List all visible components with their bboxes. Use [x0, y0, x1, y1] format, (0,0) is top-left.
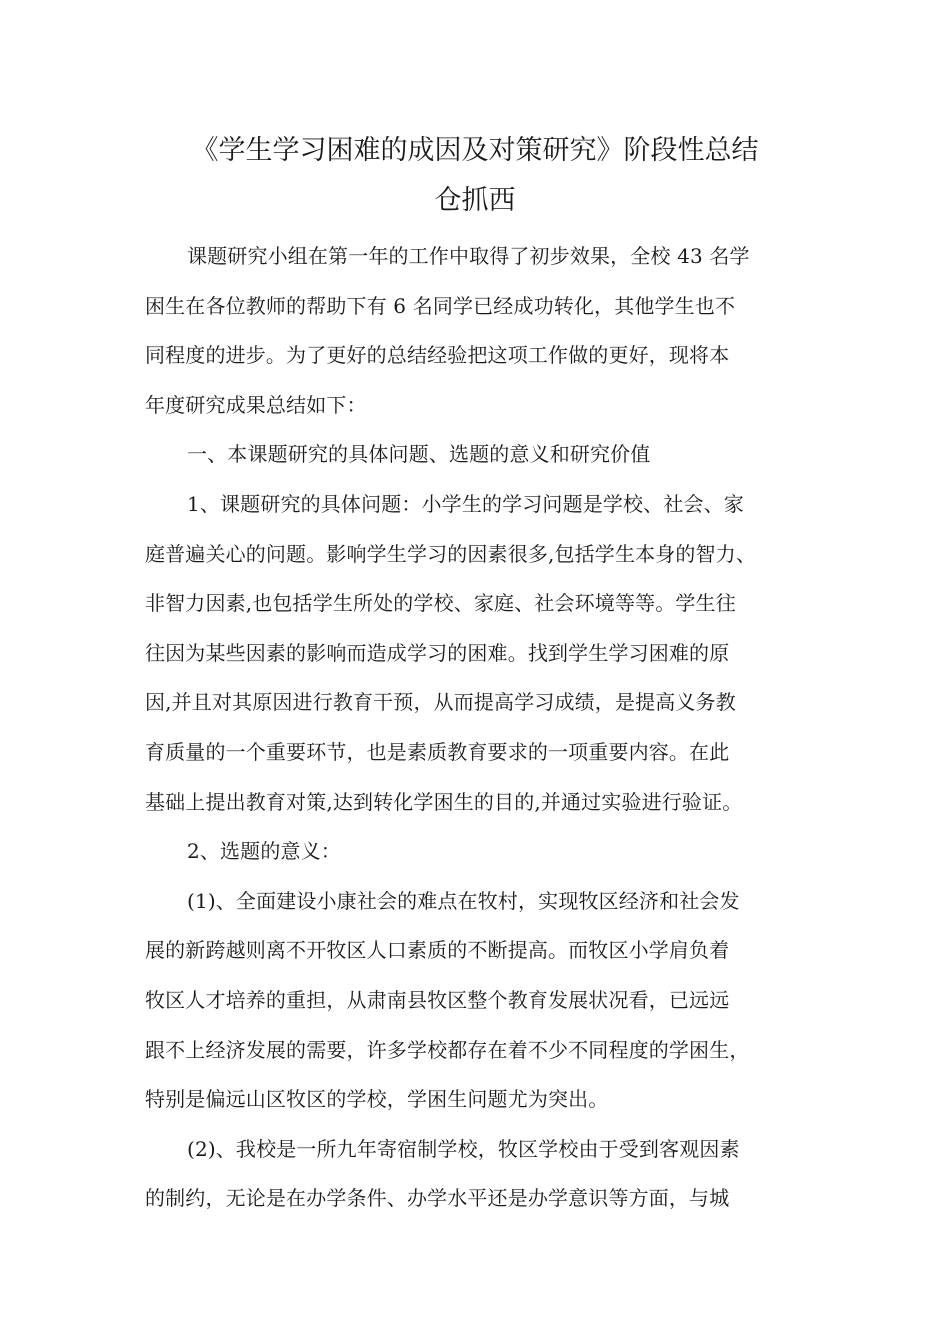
text-line: (1)、全面建设小康社会的难点在牧村，实现牧区经济和社会发 — [187, 888, 740, 913]
document-author: 仓抓西 — [434, 185, 516, 216]
paragraph-intro — [145, 232, 815, 430]
text-line: 同程度的进步。为了更好的总结经验把这项工作做的更好，现将本 — [145, 343, 730, 368]
text-line: 跟不上经济发展的需要，许多学校都存在着不少不同程度的学困生， — [145, 1037, 750, 1062]
text-line: 1、课题研究的具体问题：小学生的学习问题是学校、社会、家 — [187, 491, 744, 516]
document-title: 《学生学习困难的成因及对策研究》阶段性总结 — [191, 135, 759, 166]
paragraph-significance-2 — [145, 1125, 815, 1224]
text-line: 育质量的一个重要环节，也是素质教育要求的一项重要内容。在此 — [145, 739, 730, 764]
text-line: 非智力因素,也包括学生所处的学校、家庭、社会环境等等。学生往 — [145, 591, 736, 616]
text-line: 年度研究成果总结如下： — [145, 392, 367, 417]
text-line: 因,并且对其原因进行教育干预，从而提高学习成绩，是提高义务教 — [145, 690, 736, 715]
document-body — [145, 232, 815, 1224]
text-line: 往因为某些因素的影响而造成学习的困难。找到学生学习困难的原 — [145, 640, 730, 665]
section-heading-1 — [145, 430, 815, 480]
text-line: 特别是偏远山区牧区的学校，学困生问题尤为突出。 — [145, 1087, 609, 1112]
text-line: 基础上提出教育对策,达到转化学困生的目的,并通过实验进行验证。 — [145, 789, 743, 814]
paragraph-research-problem — [145, 480, 815, 827]
text-line: 展的新跨越则离不开牧区人口素质的不断提高。而牧区小学肩负着 — [145, 938, 730, 963]
text-line: 2、选题的意义： — [187, 839, 341, 864]
text-line: 的制约，无论是在办学条件、办学水平还是办学意识等方面，与城 — [145, 1186, 730, 1211]
text-line: 课题研究小组在第一年的工作中取得了初步效果，全校 43 名学 — [187, 244, 750, 268]
subheading-significance — [145, 827, 815, 877]
text-line: 牧区人才培养的重担，从肃南县牧区整个教育发展状况看，已远远 — [145, 987, 730, 1012]
text-line: 困生在各位教师的帮助下有 6 名同学已经成功转化，其他学生也不 — [145, 293, 736, 318]
text-line: 一、本课题研究的具体问题、选题的意义和研究价值 — [187, 442, 651, 467]
text-line: (2)、我校是一所九年寄宿制学校，牧区学校由于受到客观因素 — [187, 1136, 740, 1161]
paragraph-significance-1 — [145, 877, 815, 1125]
text-line: 庭普遍关心的问题。影响学生学习的因素很多,包括学生本身的智力、 — [145, 541, 757, 566]
